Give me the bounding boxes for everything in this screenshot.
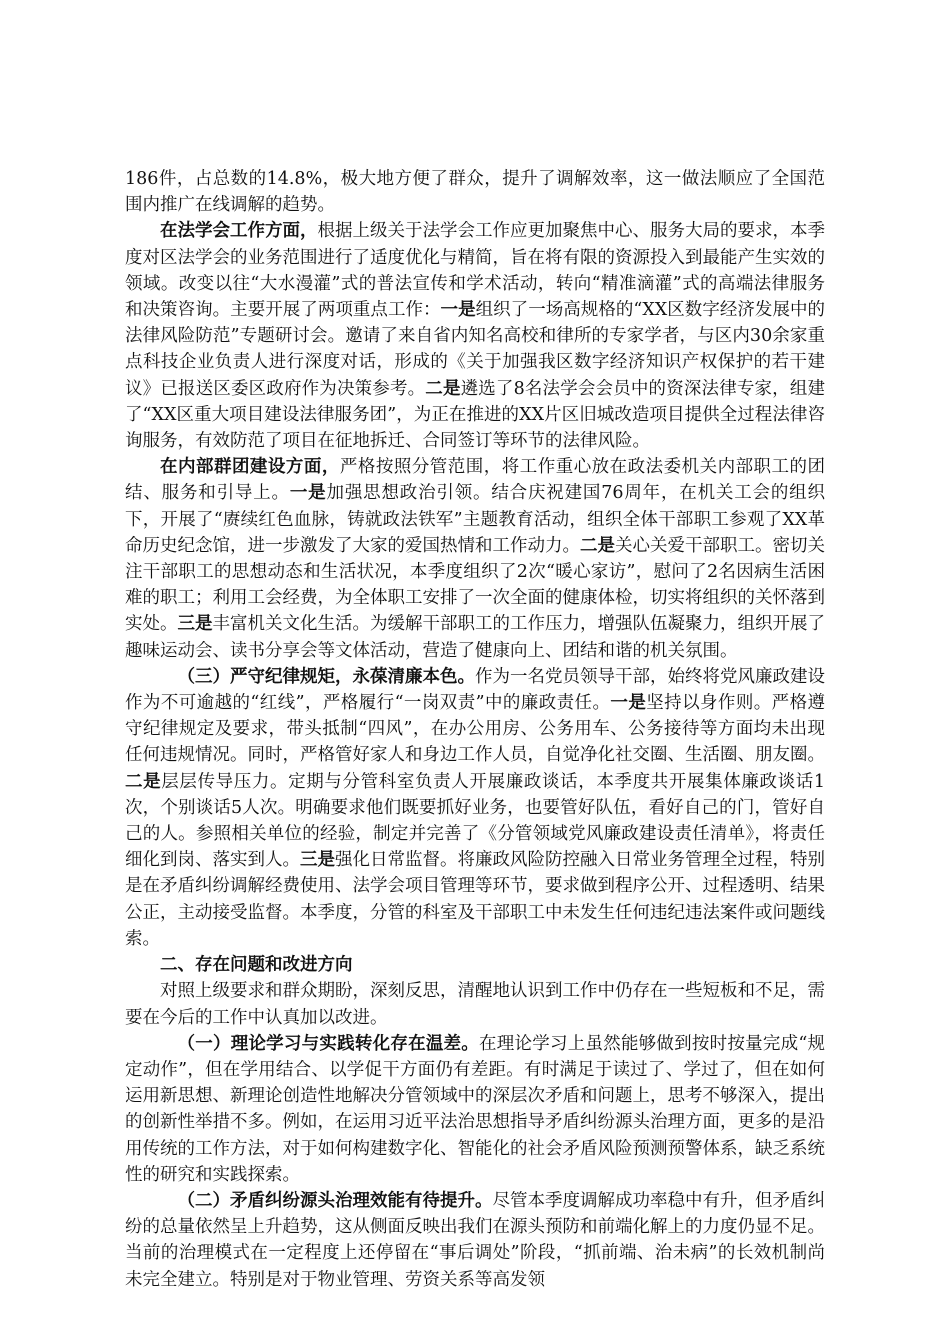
subsection-title: （三）严守纪律规矩，永葆清廉本色。 <box>177 666 475 687</box>
text-segment: 遴选了8名法学会会员中的资深法律专家，组建了“XX区重大项目建设法律服务团”，为正在推进的XX片区旧城改造项目提供全过程法律咨询服务，有效防范了项目在征地拆迁、合同签订等环节的法律风险。 <box>125 378 826 452</box>
item-marker: 二是 <box>425 378 461 399</box>
text-segment: 关心关爱干部职工。密切关注干部职工的思想动态和生活状况，本季度组织了2次“暖心家访”，慰问了2名因病生活困难的职工；利用工会经费，为全体职工安排了一次全面的健康体检，切实将组织的关怀落到实处。 <box>125 535 825 635</box>
section-lead: 在法学会工作方面， <box>160 221 318 242</box>
text-segment: 对照上级要求和群众期盼，深刻反思，清醒地认识到工作中仍存在一些短板和不足，需要在今后的工作中认真加以改进。 <box>125 981 825 1028</box>
item-marker: 一是 <box>440 300 476 321</box>
text-segment: 严格按照分管范围，将工作重心放在政法委机关内部职工的团结、服务和引导上。 <box>125 457 826 504</box>
subsection-title: （二）矛盾纠纷源头治理效能有待提升。 <box>177 1190 493 1211</box>
subsection-title: （一）理论学习与实践转化存在温差。 <box>177 1033 480 1054</box>
text-segment: 加强思想政治引领。结合庆祝建国76周年，在机关工会的组织下，开展了“赓续红色血脉，铸就政法铁军”主题教育活动，组织全体干部职工参观了XX革命历史纪念馆，进一步激发了大家的爱国热情和工作动力。 <box>125 483 826 556</box>
text-segment: 在理论学习上虽然能够做到按时按量完成“规定动作”，但在学用结合、以学促干方面仍有差距。有时满足于读过了、学过了，但在如何运用新思想、新理论创造性地解决分管领域中的深层次矛盾和问题上，思考不够深入，提出的创新性举措不多。例如，在运用习近平法治思想指导矛盾纠纷源头治理方面，更多的是沿用传统的工作方法，对于如何构建数字化、智能化的社会矛盾风险预测预警体系，缺乏系统性的研究和实践探索。 <box>125 1033 826 1185</box>
section-heading-problems <box>125 952 825 978</box>
text-segment: 层层传导压力。定期与分管科室负责人开展廉政谈话，本季度共开展集体廉政谈话1次，个别谈话5人次。明确要求他们既要抓好业务，也要管好队伍，看好自己的门，管好自己的人。参照相关单位的经验，制定并完善了《分管领域党风廉政建设责任清单》，将责任细化到岗、落实到人。 <box>125 771 826 871</box>
paragraph-theory-practice <box>125 1031 825 1188</box>
section-heading-text: 二、存在问题和改进方向 <box>160 955 353 976</box>
item-marker: 一是 <box>289 483 327 504</box>
paragraph-reflection <box>125 978 825 1030</box>
text-segment: 作为一名党员领导干部，始终将党风廉政建设作为不可逾越的“红线”，严格履行“一岗双责”中的廉政责任。 <box>125 666 825 714</box>
paragraph-mass-organizations <box>125 454 825 664</box>
text-segment: 尽管本季度调解成功率稳中有升，但矛盾纠纷的总量依然呈上升趋势，这从侧面反映出我们在源头预防和前端化解上的力度仍显不足。当前的治理模式在一定程度上还停留在“事后调处”阶段，“抓前端、治未病”的长效机制尚未完全建立。特别是对于物业管理、劳资关系等高发领 <box>125 1190 825 1290</box>
item-marker: 一是 <box>610 693 647 714</box>
item-marker: 三是 <box>177 614 213 635</box>
text-segment: 根据上级关于法学会工作应更加聚焦中心、服务大局的要求，本季度对区法学会的业务范围进行了适度优化与精简，旨在将有限的资源投入到最能产生实效的领域。改变以往“大水漫灌”式的普法宣传和学术活动，转向“精准滴灌”式的高端法律服务和决策咨询。主要开展了两项重点工作： <box>125 221 825 321</box>
paragraph-source-governance <box>125 1188 825 1293</box>
paragraph-0 <box>125 166 825 218</box>
paragraph-law-society <box>125 218 825 454</box>
item-marker: 三是 <box>300 850 335 871</box>
section-lead: 在内部群团建设方面， <box>160 457 340 478</box>
document-page <box>125 166 825 1293</box>
text-segment: 186件，占总数的14.8%，极大地方便了群众，提升了调解效率，这一做法顺应了全国范围内推广在线调解的趋势。 <box>125 169 825 216</box>
item-marker: 二是 <box>580 535 615 556</box>
text-segment: 组织了一场高规格的“XX区数字经济发展中的法律风险防范”专题研讨会。邀请了来自省内知名高校和律所的专家学者，与区内30余家重点科技企业负责人进行深度对话，形成的《关于加强我区数字经济知识产权保护的若干建议》已报送区委区政府作为决策参考。 <box>125 300 826 399</box>
text-segment: 强化日常监督。将廉政风险防控融入日常业务管理全过程，特别是在矛盾纠纷调解经费使用、法学会项目管理等环节，要求做到程序公开、过程透明、结果公正，主动接受监督。本季度，分管的科室及干部职工中未发生任何违纪违法案件或问题线索。 <box>125 850 825 949</box>
item-marker: 二是 <box>125 771 162 792</box>
text-segment: 丰富机关文化生活。为缓解干部职工的工作压力，增强队伍凝聚力，组织开展了趣味运动会、读书分享会等文体活动，营造了健康向上、团结和谐的机关氛围。 <box>125 614 825 661</box>
paragraph-discipline <box>125 664 825 952</box>
text-segment: 坚持以身作则。严格遵守纪律规定及要求，带头抵制“四风”，在办公用房、公务用车、公务接待等方面均未出现任何违规情况。同时，严格管好家人和身边工作人员，自觉净化社交圈、生活圈、朋友圈。 <box>125 693 826 766</box>
